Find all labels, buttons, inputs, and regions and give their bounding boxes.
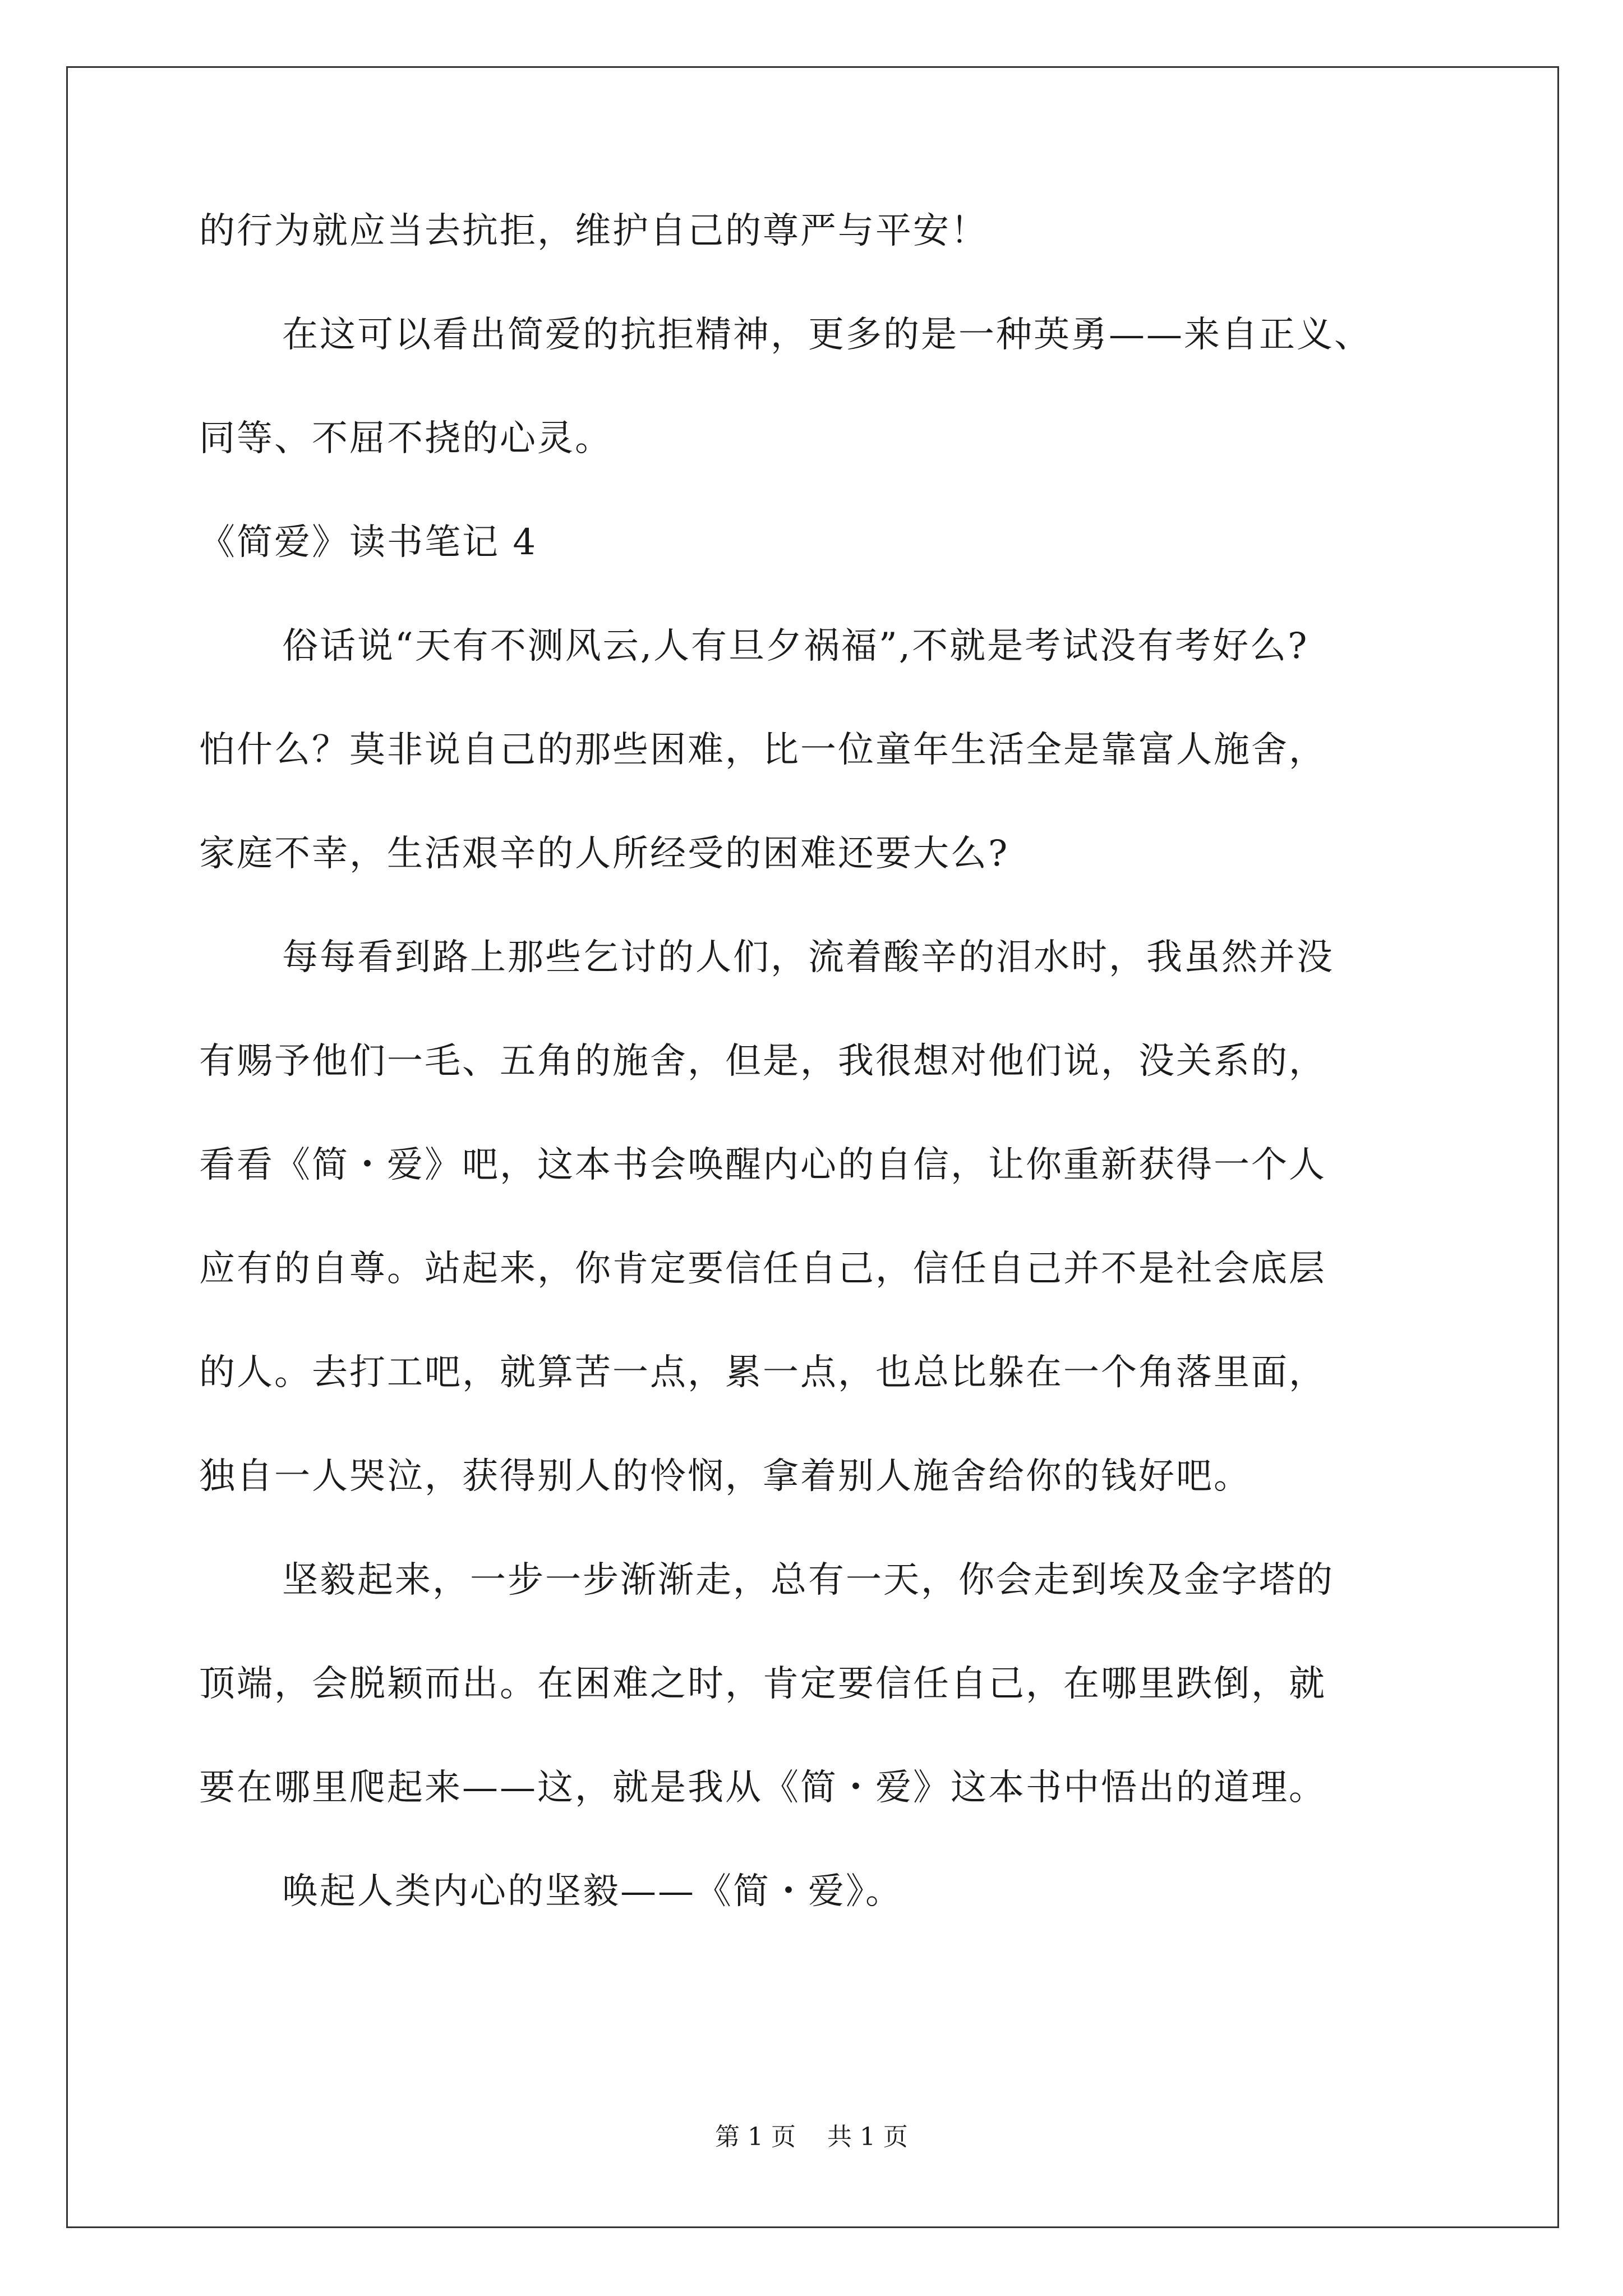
section-heading: 《简爱》读书笔记 4 (199, 522, 538, 563)
text-line: 家庭不幸，生活艰辛的人所经受的困难还要大么? (199, 833, 1009, 875)
document-body (199, 210, 1450, 1977)
text-line: 独自一人哭泣，获得别人的怜悯，拿着别人施舍给你的钱好吧。 (199, 1456, 1251, 1497)
text-line: 的人。去打工吧，就算苦一点，累一点，也总比躲在一个角落里面， (199, 1352, 1326, 1393)
text-line: 看看《简・爱》吧，这本书会唤醒内心的自信，让你重新获得一个人 (199, 1144, 1326, 1186)
text-line: 怕什么？莫非说自己的那些困难，比一位童年生活全是靠富人施舍， (199, 729, 1326, 771)
text-line: 应有的自尊。站起来，你肯定要信任自己，信任自己并不是社会底层 (199, 1248, 1326, 1290)
page-number-footer: 第 1 页 共 1 页 (715, 2123, 908, 2151)
paragraph-start: 坚毅起来，一步一步渐渐走，总有一天，你会走到埃及金字塔的 (282, 1559, 1334, 1601)
paragraph-start: 俗话说“天有不测风云,人有旦夕祸福”,不就是考试没有考好么? (282, 625, 1309, 667)
text-line: 的行为就应当去抗拒，维护自己的尊严与平安！ (199, 210, 988, 252)
text-line: 有赐予他们一毛、五角的施舍，但是，我很想对他们说，没关系的， (199, 1041, 1326, 1082)
text-line: 同等、不屈不挠的心灵。 (199, 418, 612, 459)
text-line: 顶端，会脱颖而出。在困难之时，肯定要信任自己，在哪里跌倒，就 (199, 1663, 1326, 1705)
paragraph-start: 每每看到路上那些乞讨的人们，流着酸辛的泪水时，我虽然并没 (282, 937, 1334, 978)
paragraph-start: 在这可以看出简爱的抗拒精神，更多的是一种英勇——来自正义、 (282, 314, 1372, 356)
text-line: 要在哪里爬起来——这，就是我从《简・爱》这本书中悟出的道理。 (199, 1767, 1326, 1809)
paragraph-start: 唤起人类内心的坚毅——《简・爱》。 (282, 1871, 903, 1912)
